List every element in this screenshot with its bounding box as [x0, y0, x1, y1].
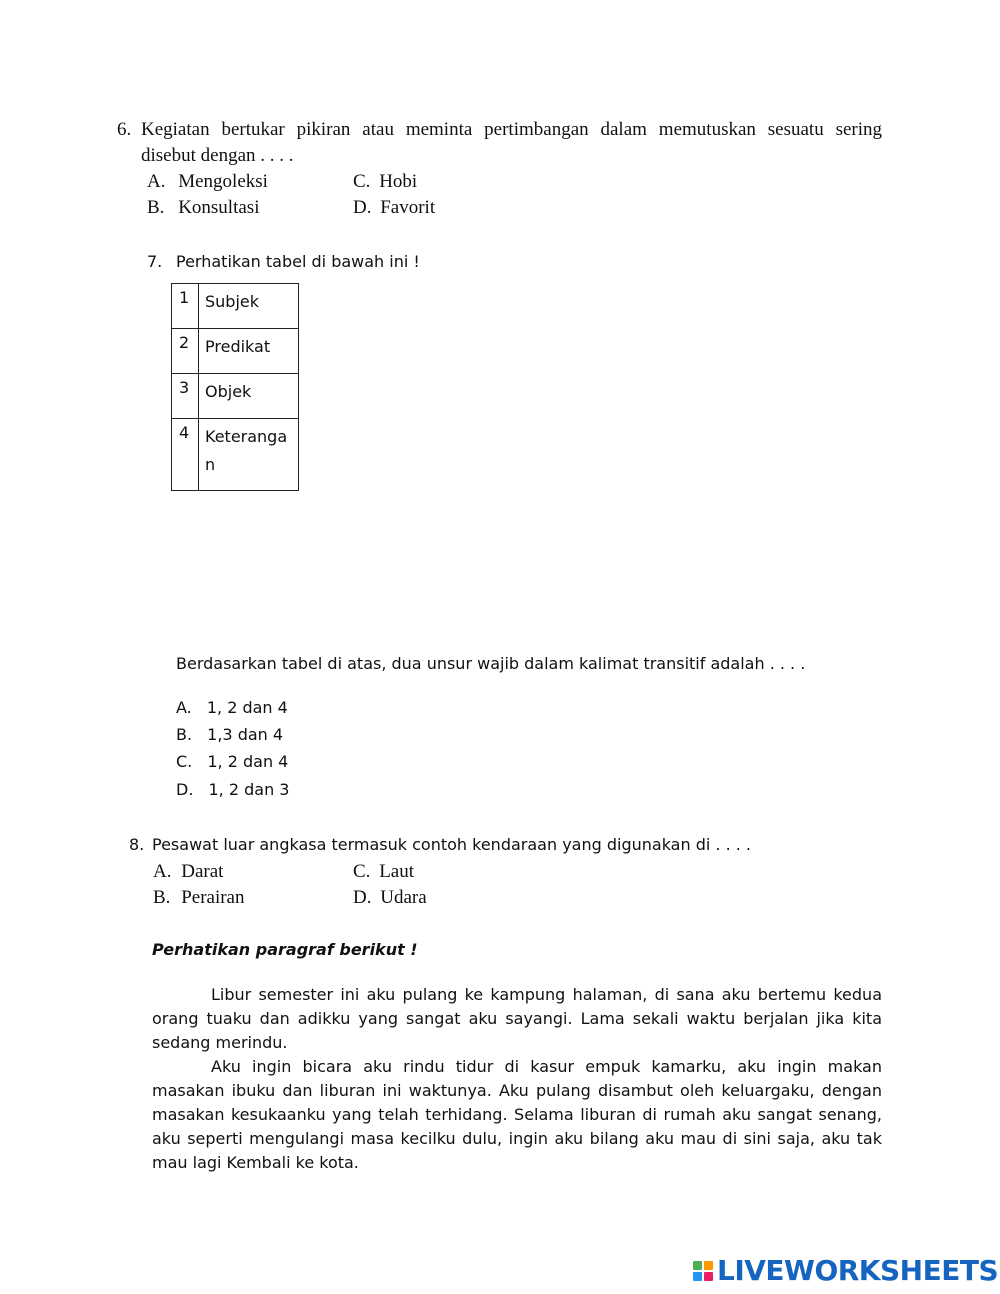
option-letter: D.	[353, 197, 372, 218]
option-text: Perairan	[181, 887, 245, 908]
option-letter: D.	[176, 780, 194, 799]
q6-option-a	[147, 171, 268, 193]
logo-text: LIVEWORKSHEETS	[717, 1254, 999, 1287]
q8-option-d	[353, 887, 427, 909]
logo-blocks-icon	[693, 1261, 713, 1281]
q8-option-b	[153, 887, 245, 909]
q8-option-a	[153, 861, 223, 883]
liveworksheets-logo	[693, 1254, 998, 1287]
table-cell-number: 3	[172, 374, 199, 419]
table-cell-number: 1	[172, 284, 199, 329]
table-cell-label: Subjek	[199, 284, 299, 329]
table-row	[172, 374, 299, 419]
option-text: 1, 2 dan 4	[206, 698, 288, 717]
q8-option-c	[353, 861, 414, 883]
option-text: Konsultasi	[178, 197, 260, 218]
option-text: Udara	[380, 887, 427, 908]
q6-option-d	[353, 197, 435, 219]
label-line: n	[205, 455, 216, 474]
option-letter: A.	[153, 861, 172, 882]
option-text: Laut	[379, 861, 415, 882]
option-text: 1, 2 dan 3	[208, 780, 290, 799]
q6-option-c	[353, 171, 417, 193]
q8-number: 8.	[129, 835, 145, 854]
q6-question-line1: Kegiatan bertukar pikiran atau meminta pertimbangan dalam memutuskan sesuatu sering	[141, 119, 882, 140]
option-letter: C.	[176, 752, 193, 771]
option-letter: B.	[176, 725, 193, 744]
q6-question-line2: disebut dengan . . . .	[141, 145, 294, 166]
q7-option-d	[176, 780, 289, 799]
option-text: Mengoleksi	[178, 171, 268, 192]
q7-option-c	[176, 752, 288, 771]
table-cell-number: 2	[172, 329, 199, 374]
q7-table	[171, 283, 299, 491]
passage-heading: Perhatikan paragraf berikut !	[152, 940, 418, 959]
q7-question: Berdasarkan tabel di atas, dua unsur wajib dalam kalimat transitif adalah . . . .	[176, 654, 806, 673]
table-row	[172, 329, 299, 374]
option-letter: B.	[153, 887, 171, 908]
option-text: Favorit	[380, 197, 436, 218]
logo-block	[693, 1261, 702, 1270]
option-letter: C.	[353, 171, 371, 192]
table-cell-label: Objek	[199, 374, 299, 419]
table-row	[172, 419, 299, 491]
option-text: Hobi	[379, 171, 418, 192]
option-letter: C.	[353, 861, 371, 882]
option-letter: A.	[176, 698, 192, 717]
table-cell-label: Predikat	[199, 329, 299, 374]
q8-question: Pesawat luar angkasa termasuk contoh kendaraan yang digunakan di . . . .	[152, 835, 751, 854]
option-letter: D.	[353, 887, 372, 908]
q7-option-b	[176, 725, 283, 744]
option-text: 1, 2 dan 4	[207, 752, 289, 771]
q6-number: 6.	[117, 119, 132, 140]
logo-block	[693, 1272, 702, 1281]
option-letter: B.	[147, 197, 165, 218]
option-letter: A.	[147, 171, 166, 192]
logo-block	[704, 1272, 713, 1281]
label-line: Keteranga	[205, 427, 288, 446]
q6-option-b	[147, 197, 259, 219]
table-row	[172, 284, 299, 329]
table-cell-label	[199, 419, 299, 491]
q7-prompt: Perhatikan tabel di bawah ini !	[176, 252, 420, 271]
table-cell-number: 4	[172, 419, 199, 491]
passage-paragraph-2: Aku ingin bicara aku rindu tidur di kasur empuk kamarku, aku ingin makan masakan ibuku dan liburan ini waktunya. Aku pulang disambut oleh keluargaku, dengan masakan kesukaanku yang telah terhidang. Selama liburan di rumah aku sangat senang, aku seperti mengulangi masa kecilku dulu, ingin aku bilang aku mau di sini saja, aku tak mau lagi Kembali ke kota.	[152, 1057, 882, 1172]
passage-paragraph-1: Libur semester ini aku pulang ke kampung halaman, di sana aku bertemu kedua orang tuaku dan adikku yang sangat aku sayangi. Lama sekali waktu berjalan jika kita sedang merindu.	[152, 985, 882, 1052]
logo-block	[704, 1261, 713, 1270]
q7-number: 7.	[147, 252, 163, 271]
q7-option-a	[176, 698, 288, 717]
option-text: 1,3 dan 4	[207, 725, 284, 744]
option-text: Darat	[181, 861, 224, 882]
